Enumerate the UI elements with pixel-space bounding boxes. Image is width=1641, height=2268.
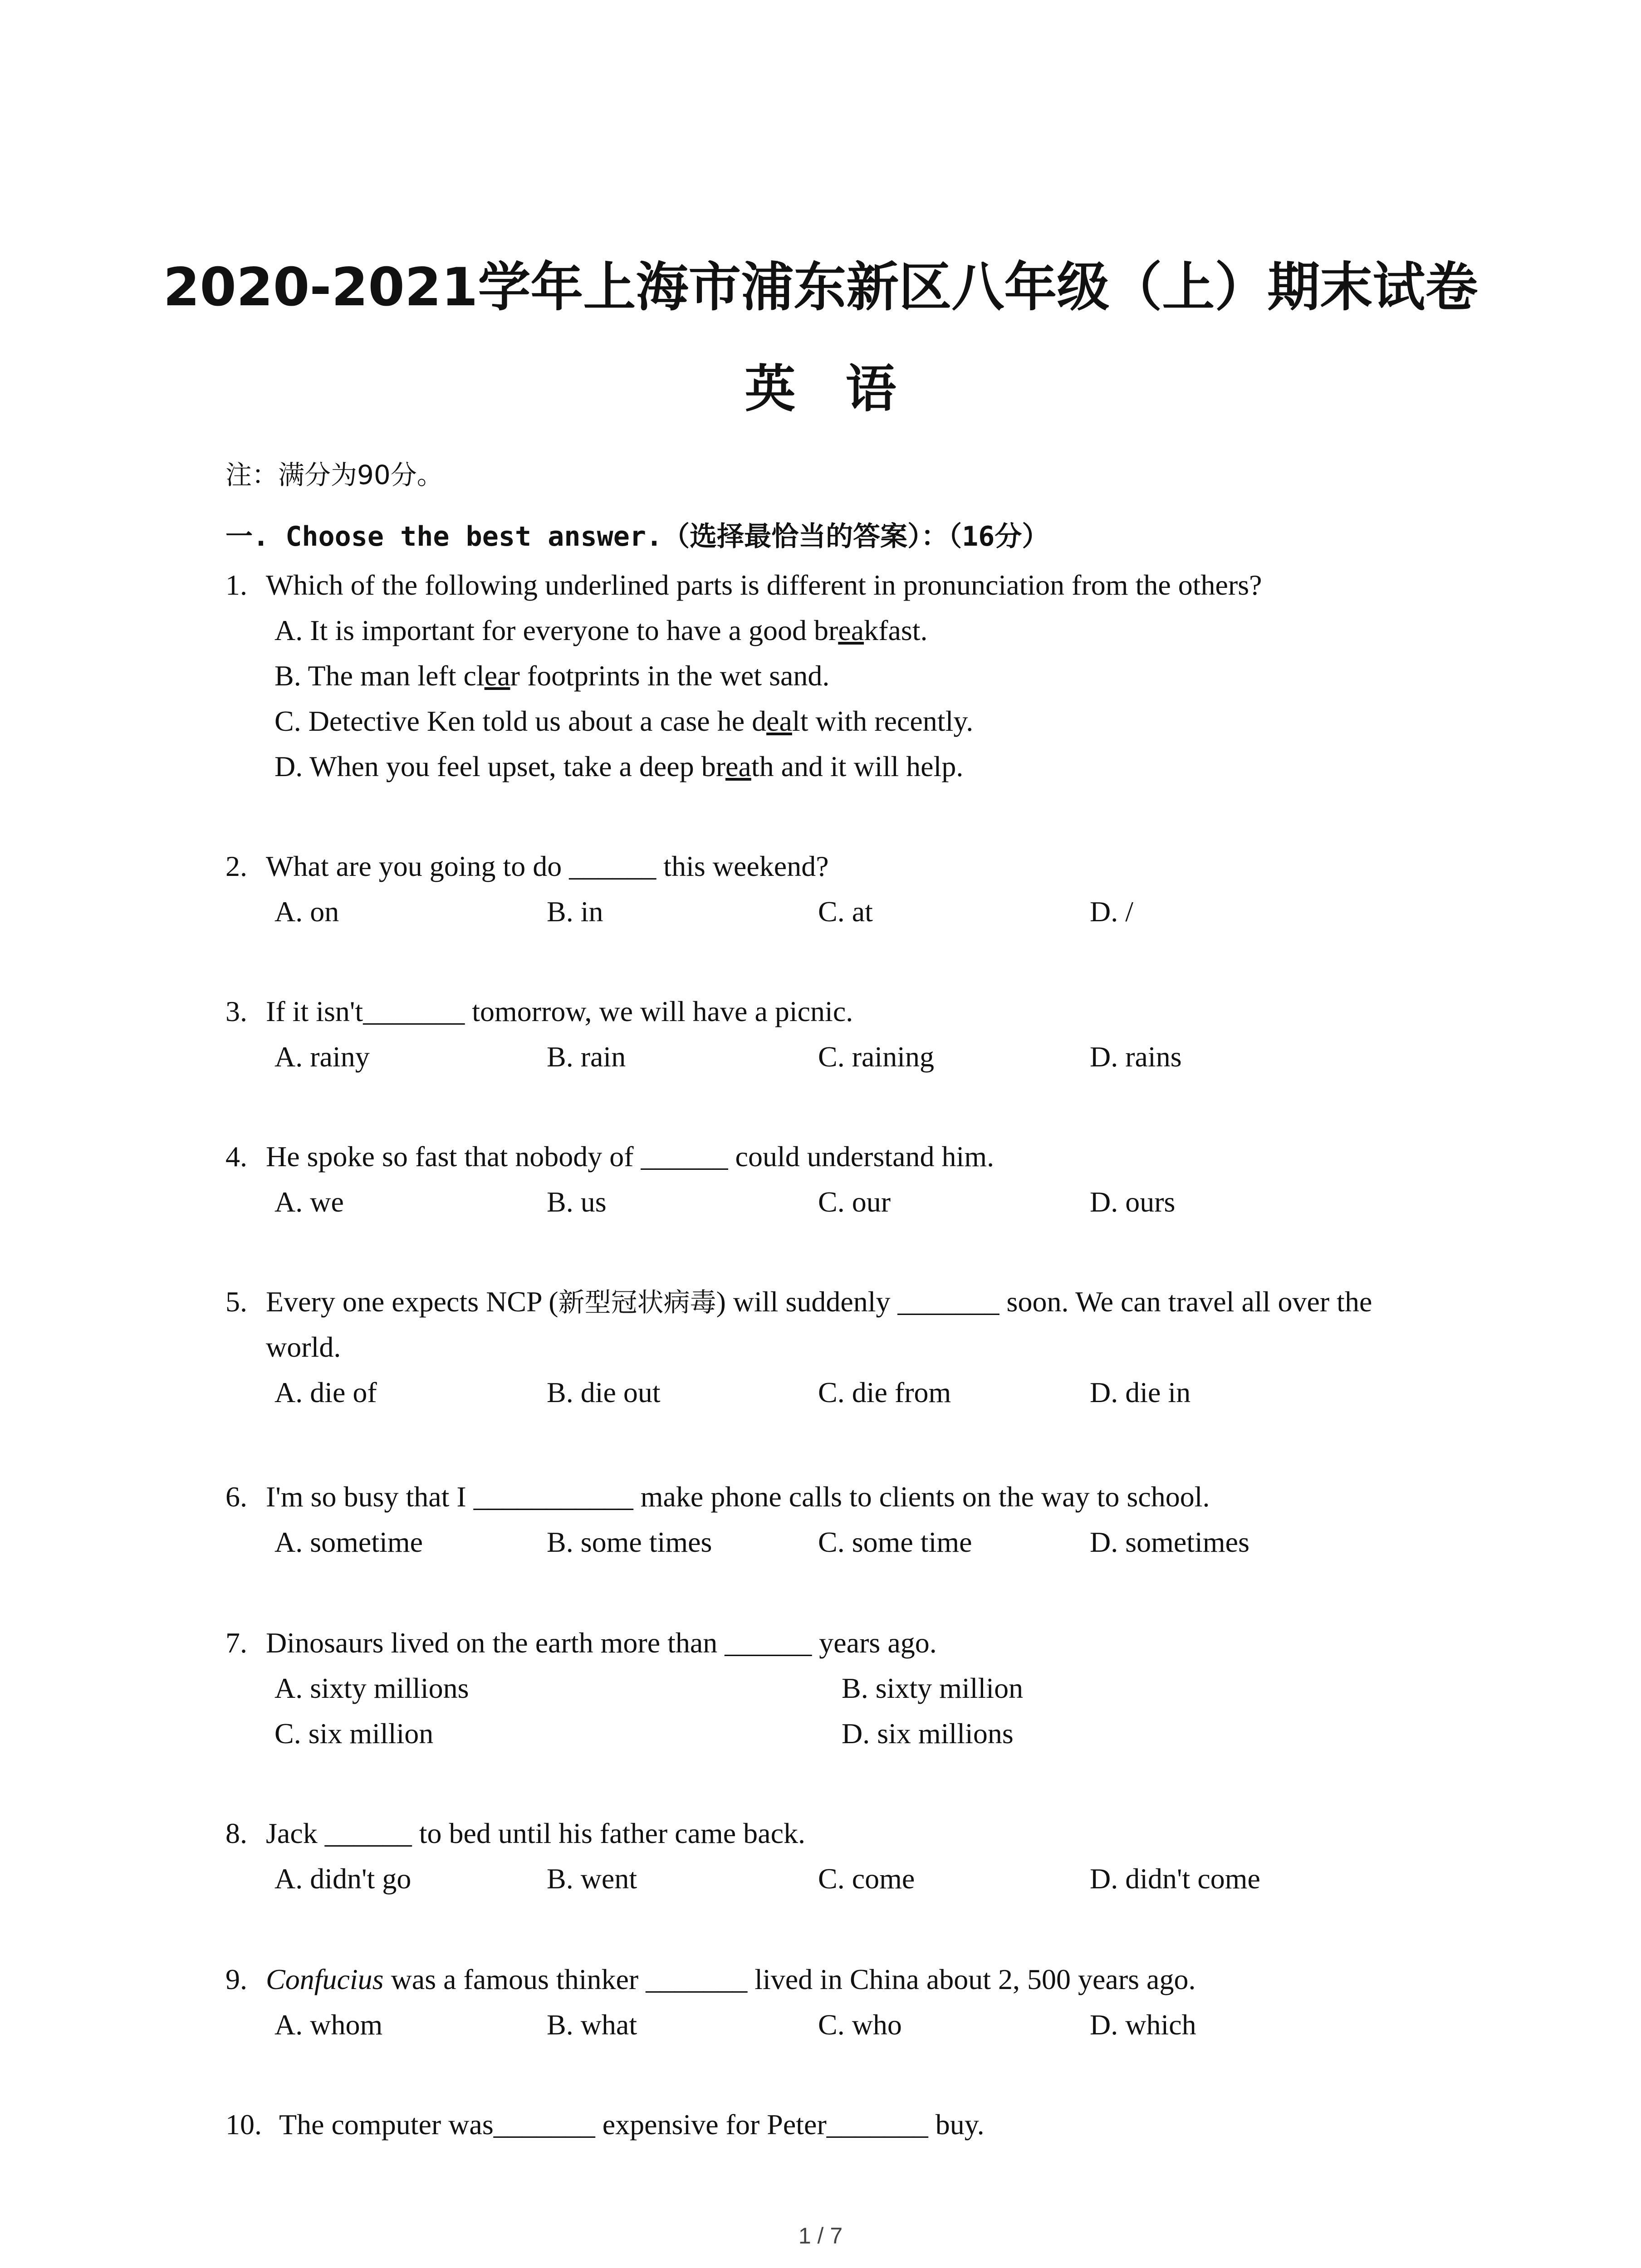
question-6-option-c: C. some time — [818, 1526, 972, 1558]
question-2-option-b: B. in — [547, 895, 603, 928]
question-8-stem: Jack ______ to bed until his father came back. — [266, 1817, 805, 1849]
question-9-option-c: C. who — [818, 2009, 902, 2041]
question-4-option-d: D. ours — [1090, 1186, 1176, 1218]
question-1-option-d: D. When you feel upset, take a deep breath and it will help. — [274, 750, 964, 782]
exam-title: 2020-2021学年上海市浦东新区八年级（上）期末试卷 — [163, 257, 1478, 318]
subject-title: 英语 — [745, 360, 946, 419]
question-9-number: 9. — [225, 1963, 247, 1995]
question-4-option-a: A. we — [274, 1186, 344, 1218]
question-3-option-b: B. rain — [547, 1041, 626, 1073]
question-6-number: 6. — [225, 1481, 247, 1513]
question-6-option-b: B. some times — [547, 1526, 712, 1558]
question-3-number: 3. — [225, 995, 247, 1027]
question-5-cjk-term: 新型冠状病毒 — [558, 1287, 716, 1318]
question-5-option-a: A. die of — [274, 1376, 377, 1408]
question-7-number: 7. — [225, 1627, 247, 1659]
page-number: 1 / 7 — [798, 2223, 843, 2248]
question-7-option-c: C. six million — [274, 1717, 434, 1750]
question-5-option-b: B. die out — [547, 1376, 661, 1408]
question-6-option-d: D. sometimes — [1090, 1526, 1249, 1558]
question-2-number: 2. — [225, 850, 247, 882]
question-2-stem: What are you going to do ______ this weekend? — [266, 850, 829, 882]
question-1-stem: Which of the following underlined parts is different in pronunciation from the others? — [266, 569, 1262, 601]
question-7-stem: Dinosaurs lived on the earth more than ______ years ago. — [266, 1627, 937, 1659]
score-note: 注：满分为90分。 — [225, 459, 443, 490]
section-heading: 一. Choose the best answer.（选择最恰当的答案）：（16分） — [225, 521, 1049, 552]
question-3-option-d: D. rains — [1090, 1041, 1182, 1073]
question-3-stem: If it isn't_______ tomorrow, we will have a picnic. — [266, 995, 853, 1027]
question-3-option-c: C. raining — [818, 1041, 934, 1073]
question-7-option-d: D. six millions — [842, 1717, 1014, 1750]
question-2-option-d: D. / — [1090, 895, 1133, 928]
question-8-option-d: D. didn't come — [1090, 1862, 1260, 1895]
question-8-option-c: C. come — [818, 1862, 915, 1895]
question-1-option-c: C. Detective Ken told us about a case he dealt with recently. — [274, 705, 974, 737]
question-3-option-a: A. rainy — [274, 1041, 370, 1073]
question-5-stem-line2: world. — [266, 1331, 341, 1363]
question-1-option-a: A. It is important for everyone to have a good breakfast. — [274, 614, 928, 646]
question-1-number: 1. — [225, 569, 247, 601]
question-9-stem: Confucius was a famous thinker _______ lived in China about 2, 500 years ago. — [266, 1963, 1196, 1995]
question-8-option-a: A. didn't go — [274, 1862, 411, 1895]
question-4-option-b: B. us — [547, 1186, 607, 1218]
question-2-option-c: C. at — [818, 895, 873, 928]
question-1-option-b: B. The man left clear footprints in the wet sand. — [274, 660, 830, 692]
question-8-number: 8. — [225, 1817, 247, 1849]
question-9-option-a: A. whom — [274, 2009, 383, 2041]
question-6-stem: I'm so busy that I ___________ make phone calls to clients on the way to school. — [266, 1481, 1210, 1513]
question-5-option-c: C. die from — [818, 1376, 951, 1408]
question-4-number: 4. — [225, 1140, 247, 1173]
question-4-option-c: C. our — [818, 1186, 891, 1218]
question-9-option-b: B. what — [547, 2009, 637, 2041]
question-10-number: 10. — [225, 2108, 262, 2141]
question-6-option-a: A. sometime — [274, 1526, 423, 1558]
question-5-stem: Every one expects NCP (新型冠状病毒) will suddenly _______ soon. We can travel all over the — [266, 1286, 1372, 1318]
question-8-option-b: B. went — [547, 1862, 637, 1895]
question-7-option-b: B. sixty million — [842, 1672, 1024, 1704]
question-5-option-d: D. die in — [1090, 1376, 1191, 1408]
question-7-option-a: A. sixty millions — [274, 1672, 469, 1704]
question-10-stem: The computer was_______ expensive for Peter_______ buy. — [279, 2108, 985, 2141]
question-5-number: 5. — [225, 1286, 247, 1318]
question-2-option-a: A. on — [274, 895, 339, 928]
question-9-option-d: D. which — [1090, 2009, 1196, 2041]
question-4-stem: He spoke so fast that nobody of ______ could understand him. — [266, 1140, 994, 1173]
